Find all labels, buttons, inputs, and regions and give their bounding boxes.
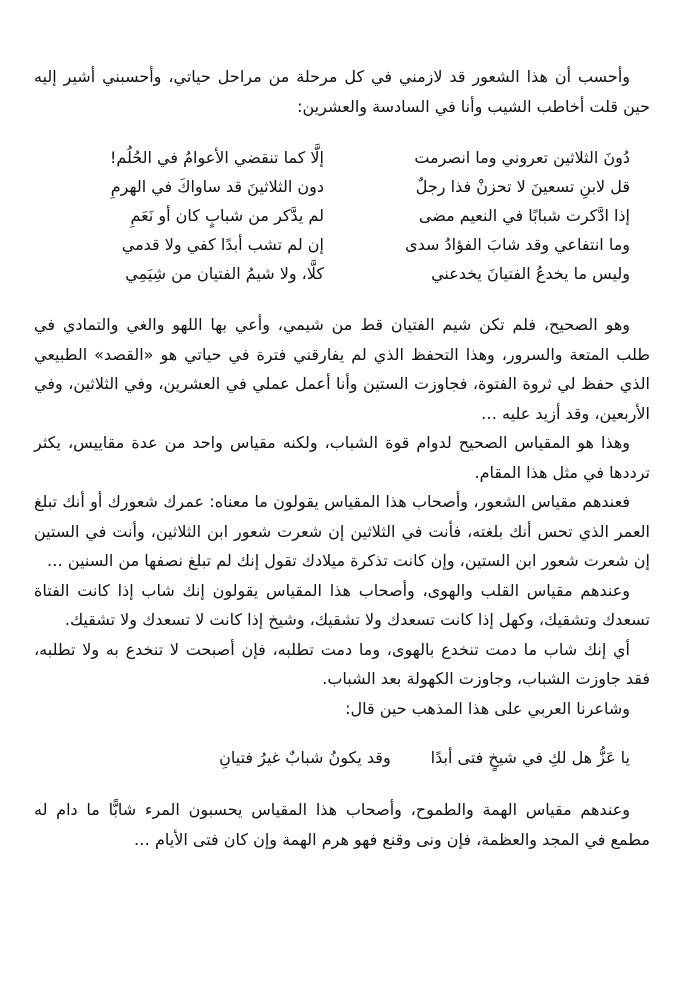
poem-first-hemistich: قل لابنِ تسعينَ لا تحزنْ فذا رجلٌ bbox=[415, 177, 630, 196]
verse-first-hemistich: يا عَزُّ هل لكِ في شيخٍ فتى أبدًا bbox=[430, 748, 630, 767]
page-text bbox=[34, 62, 650, 854]
body-paragraph: وهو الصحيح، فلم تكن شيم الفتيان قط من شيمي، وأعي بها اللهو والغي والتمادي في طلب المتعة والسرور، وهذا التحفظ الذي لم يفارقني فترة في حياتي هو «القصد» الطبيعي الذي حفظ لي ثروة الفتوة، فجاوزت الستين وأنا أعمل عملي في العشرين، وفي الثلاثين، وفي الأربعين، وقد أزيد عليه … bbox=[34, 315, 650, 423]
body-paragraph: وشاعرنا العربي على هذا المذهب حين قال: bbox=[345, 698, 630, 718]
verse-second-hemistich: وقد يكونُ شبابٌ غيرُ فتيانِ bbox=[219, 748, 391, 767]
poem-first-hemistich: وليس ما يخدعُ الفتيانَ يخدعني bbox=[431, 264, 630, 283]
poem-second-hemistich: إن لم تشب أبدًا كفي ولا قدمي bbox=[121, 235, 324, 254]
quoted-verse bbox=[34, 743, 650, 773]
poem-first-hemistich: دُونَ الثلاثين تعروني وما انصرمت bbox=[414, 148, 630, 167]
poem-second-hemistich: كلَّا، ولا شيمُ الفتيان من شِيَمِي bbox=[125, 264, 324, 283]
body-paragraph: فعندهم مقياس الشعور، وأصحاب هذا المقياس يقولون ما معناه: عمرك شعورك أو أنك تبلغ العمر الذي تحس أنك بلغته، فأنت في الثلاثين إن شعرت شعور ابن الثلاثين، وأنت في الستين إن شعرت شعور ابن الستين، وإن كانت تذكرة ميلادك تقول إنك لم تبلغ نصفها من السنين … bbox=[34, 492, 650, 570]
poem-line bbox=[34, 172, 650, 201]
body-paragraph: أي إنك شاب ما دمت تنخدع بالهوى، وما دمت تطلبه، فإن أصبحت لا تنخدع به ولا تطلبه، فقد جاوزت الشباب، وجاوزت الكهولة بعد الشباب. bbox=[34, 639, 650, 688]
closing-paragraph: وعندهم مقياس الهمة والطموح، وأصحاب هذا المقياس يحسبون المرء شابًّا ما دام له مطمع في المجد والعظمة، فإن ونى وقنع فهو هرم الهمة وإن كان فتى الأيام … bbox=[34, 800, 650, 849]
poem-first-hemistich: وما انتفاعي وقد شابَ الفؤادُ سدى bbox=[405, 235, 630, 254]
poem-block bbox=[34, 143, 650, 288]
poem-first-hemistich: إذا ادَّكرت شبابًا في النعيم مضى bbox=[418, 206, 630, 225]
poem-line bbox=[34, 259, 650, 288]
poem-line bbox=[34, 201, 650, 230]
body-paragraph: وعندهم مقياس القلب والهوى، وأصحاب هذا المقياس يقولون إنك شاب إذا كانت الفتاة تسعدك وتشقيك، وكهل إذا كانت تسعدك ولا تشقيك، وشيخ إذا كانت لا تسعدك ولا تشقيك. bbox=[34, 580, 650, 629]
poem-line bbox=[34, 143, 650, 172]
poem-second-hemistich: دون الثلاثينَ قد ساواكَ في الهرمِ bbox=[110, 177, 324, 196]
body-paragraph: وهذا هو المقياس الصحيح لدوام قوة الشباب، ولكنه مقياس واحد من عدة مقاييس، يكثر ترددها في مثل هذا المقام. bbox=[34, 433, 650, 482]
poem-second-hemistich: لم يدَّكر من شبابٍ كان أو نَعَمِ bbox=[130, 206, 324, 225]
poem-second-hemistich: إلَّا كما تنقضي الأعوامُ في الحُلُم! bbox=[109, 148, 324, 167]
intro-paragraph: وأحسب أن هذا الشعور قد لازمني في كل مرحلة من مراحل حياتي، وأحسبني أشير إليه حين قلت أخاطب الشيب وأنا في السادسة والعشرين: bbox=[34, 67, 650, 116]
poem-line bbox=[34, 230, 650, 259]
